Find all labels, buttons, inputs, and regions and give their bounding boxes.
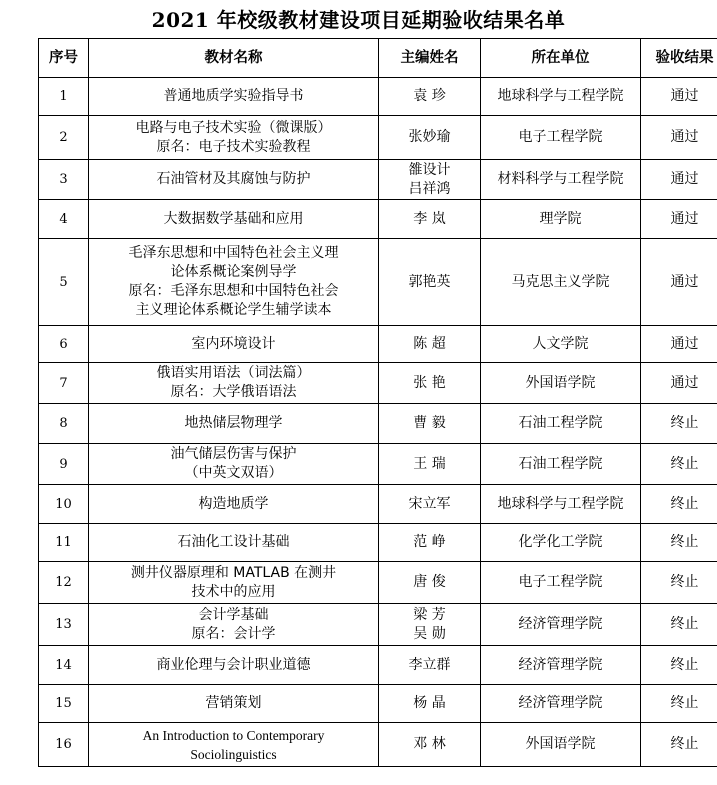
row-number: 13 [39,604,89,646]
editor-cell [379,485,481,524]
editor-name: 梁 芳 [413,606,446,623]
table-row [39,646,717,685]
textbook-name-line: 营销策划 [205,695,262,711]
editor-name: 郭艳英 [408,273,451,290]
row-number: 3 [39,160,89,200]
textbook-name-line: 电路与电子技术实验（微课版） [135,119,332,136]
editor-cell [379,116,481,160]
row-number: 8 [39,404,89,444]
textbook-name-cell [89,404,379,444]
textbook-name-cell [89,723,379,767]
row-number: 12 [39,562,89,604]
editor-name: 吕祥鸿 [408,180,451,197]
editor-name: 王 瑞 [413,455,446,472]
editor-cell [379,524,481,562]
textbook-name-cell [89,116,379,160]
unit-cell: 石油工程学院 [481,444,641,485]
textbook-name-line: 石油化工设计基础 [177,534,290,550]
editor-name: 范 峥 [413,534,446,550]
textbook-name-line: 论体系概论案例导学 [170,264,297,280]
result-cell: 通过 [641,239,717,326]
textbook-name-cell [89,78,379,116]
textbook-name-line: 构造地质学 [198,495,269,512]
header-name: 教材名称 [89,39,379,78]
result-cell: 终止 [641,646,717,685]
editor-name: 李 岚 [413,210,446,227]
result-cell: 终止 [641,524,717,562]
row-number: 16 [39,723,89,767]
editor-name: 张 艳 [413,374,446,391]
result-cell: 通过 [641,78,717,116]
editor-cell [379,646,481,685]
header-result: 验收结果 [641,39,717,78]
editor-cell [379,604,481,646]
result-cell: 通过 [641,116,717,160]
editor-name: 邓 林 [413,736,446,752]
row-number: 2 [39,116,89,160]
unit-cell: 马克思主义学院 [481,239,641,326]
editor-name: 吴 勋 [413,625,446,642]
editor-name: 宋立军 [408,495,451,512]
editor-name: 袁 珍 [413,88,446,104]
row-number: 14 [39,646,89,685]
row-number: 15 [39,685,89,723]
unit-cell: 电子工程学院 [481,562,641,604]
table-row [39,444,717,485]
textbook-name-cell [89,363,379,404]
textbook-name-line: 大数据数学基础和应用 [163,210,304,227]
header-editor: 主编姓名 [379,39,481,78]
textbook-name-line: 原名：毛泽东思想和中国特色社会 [128,283,339,299]
header-no: 序号 [39,39,89,78]
unit-cell: 外国语学院 [481,723,641,767]
textbook-name-cell [89,239,379,326]
editor-name: 陈 超 [413,335,446,352]
table-row [39,160,717,200]
editor-name: 雒设计 [408,161,451,178]
editor-cell [379,326,481,363]
row-number: 5 [39,239,89,326]
table-row [39,723,717,767]
result-cell: 通过 [641,326,717,363]
unit-cell: 地球科学与工程学院 [481,78,641,116]
row-number: 4 [39,200,89,239]
unit-cell: 理学院 [481,200,641,239]
row-number: 10 [39,485,89,524]
textbook-name-cell [89,524,379,562]
textbook-name-cell [89,444,379,485]
unit-cell: 电子工程学院 [481,116,641,160]
row-number: 6 [39,326,89,363]
row-number: 11 [39,524,89,562]
editor-name: 曹 毅 [413,415,446,431]
table-header-row [39,39,717,78]
unit-cell: 石油工程学院 [481,404,641,444]
textbook-name-line: 室内环境设计 [191,335,276,352]
unit-cell: 地球科学与工程学院 [481,485,641,524]
unit-cell: 化学化工学院 [481,524,641,562]
table-row [39,524,717,562]
table-row [39,326,717,363]
textbook-name-line: 地热储层物理学 [184,415,283,431]
textbook-name-cell [89,685,379,723]
table-row [39,404,717,444]
table-row [39,116,717,160]
table-row [39,562,717,604]
textbook-name-line: 毛泽东思想和中国特色社会主义理 [128,245,339,261]
editor-cell [379,239,481,326]
unit-cell: 材料科学与工程学院 [481,160,641,200]
result-cell: 终止 [641,685,717,723]
result-cell: 通过 [641,363,717,404]
result-cell: 通过 [641,200,717,239]
textbook-name-line: Sociolinguistics [190,746,277,762]
unit-cell: 经济管理学院 [481,646,641,685]
editor-cell [379,200,481,239]
textbook-name-line: 石油管材及其腐蚀与防护 [156,171,311,187]
result-cell: 终止 [641,723,717,767]
editor-cell [379,685,481,723]
result-cell: 终止 [641,604,717,646]
table-row [39,363,717,404]
unit-cell: 经济管理学院 [481,685,641,723]
textbook-name-line: 原名：电子技术实验教程 [156,138,311,155]
textbook-name-cell [89,200,379,239]
result-cell: 通过 [641,160,717,200]
textbook-name-line: 商业伦理与会计职业道德 [156,656,311,673]
textbook-name-cell [89,562,379,604]
table-row [39,200,717,239]
textbook-name-cell [89,604,379,646]
row-number: 9 [39,444,89,485]
textbook-name-line: An Introduction to Contemporary [142,727,325,743]
textbook-name-line: 原名：大学俄语语法 [170,384,297,400]
editor-cell [379,562,481,604]
textbook-name-line: 主义理论体系概论学生辅学读本 [135,302,332,318]
textbook-name-line: 技术中的应用 [191,583,276,600]
results-table [38,38,717,767]
textbook-name-line: 原名：会计学 [191,625,276,642]
table-row [39,604,717,646]
editor-cell [379,723,481,767]
row-number: 1 [39,78,89,116]
table-row [39,78,717,116]
editor-name: 唐 俊 [413,574,446,590]
editor-name: 李立群 [408,656,451,673]
table-row [39,485,717,524]
header-unit: 所在单位 [481,39,641,78]
editor-name: 杨 晶 [413,695,446,711]
textbook-name-line: 会计学基础 [198,606,269,623]
unit-cell: 外国语学院 [481,363,641,404]
textbook-name-line: 俄语实用语法（词法篇） [156,365,311,381]
textbook-name-cell [89,326,379,363]
unit-cell: 经济管理学院 [481,604,641,646]
textbook-name-cell [89,485,379,524]
page-title: 2021 年校级教材建设项目延期验收结果名单 [151,8,566,32]
editor-cell [379,78,481,116]
textbook-name-line: 油气储层伤害与保护 [170,446,297,462]
result-cell: 终止 [641,444,717,485]
unit-cell: 人文学院 [481,326,641,363]
textbook-name-line: （中英文双语） [184,465,283,481]
editor-cell [379,363,481,404]
textbook-name-line: 普通地质学实验指导书 [163,88,304,104]
result-cell: 终止 [641,485,717,524]
row-number: 7 [39,363,89,404]
editor-name: 张妙瑜 [408,129,451,145]
editor-cell [379,160,481,200]
result-cell: 终止 [641,404,717,444]
result-cell: 终止 [641,562,717,604]
textbook-name-line: 测井仪器原理和 MATLAB 在测井 [130,564,337,581]
textbook-name-cell [89,160,379,200]
table-row [39,685,717,723]
editor-cell [379,404,481,444]
table-row [39,239,717,326]
textbook-name-cell [89,646,379,685]
editor-cell [379,444,481,485]
